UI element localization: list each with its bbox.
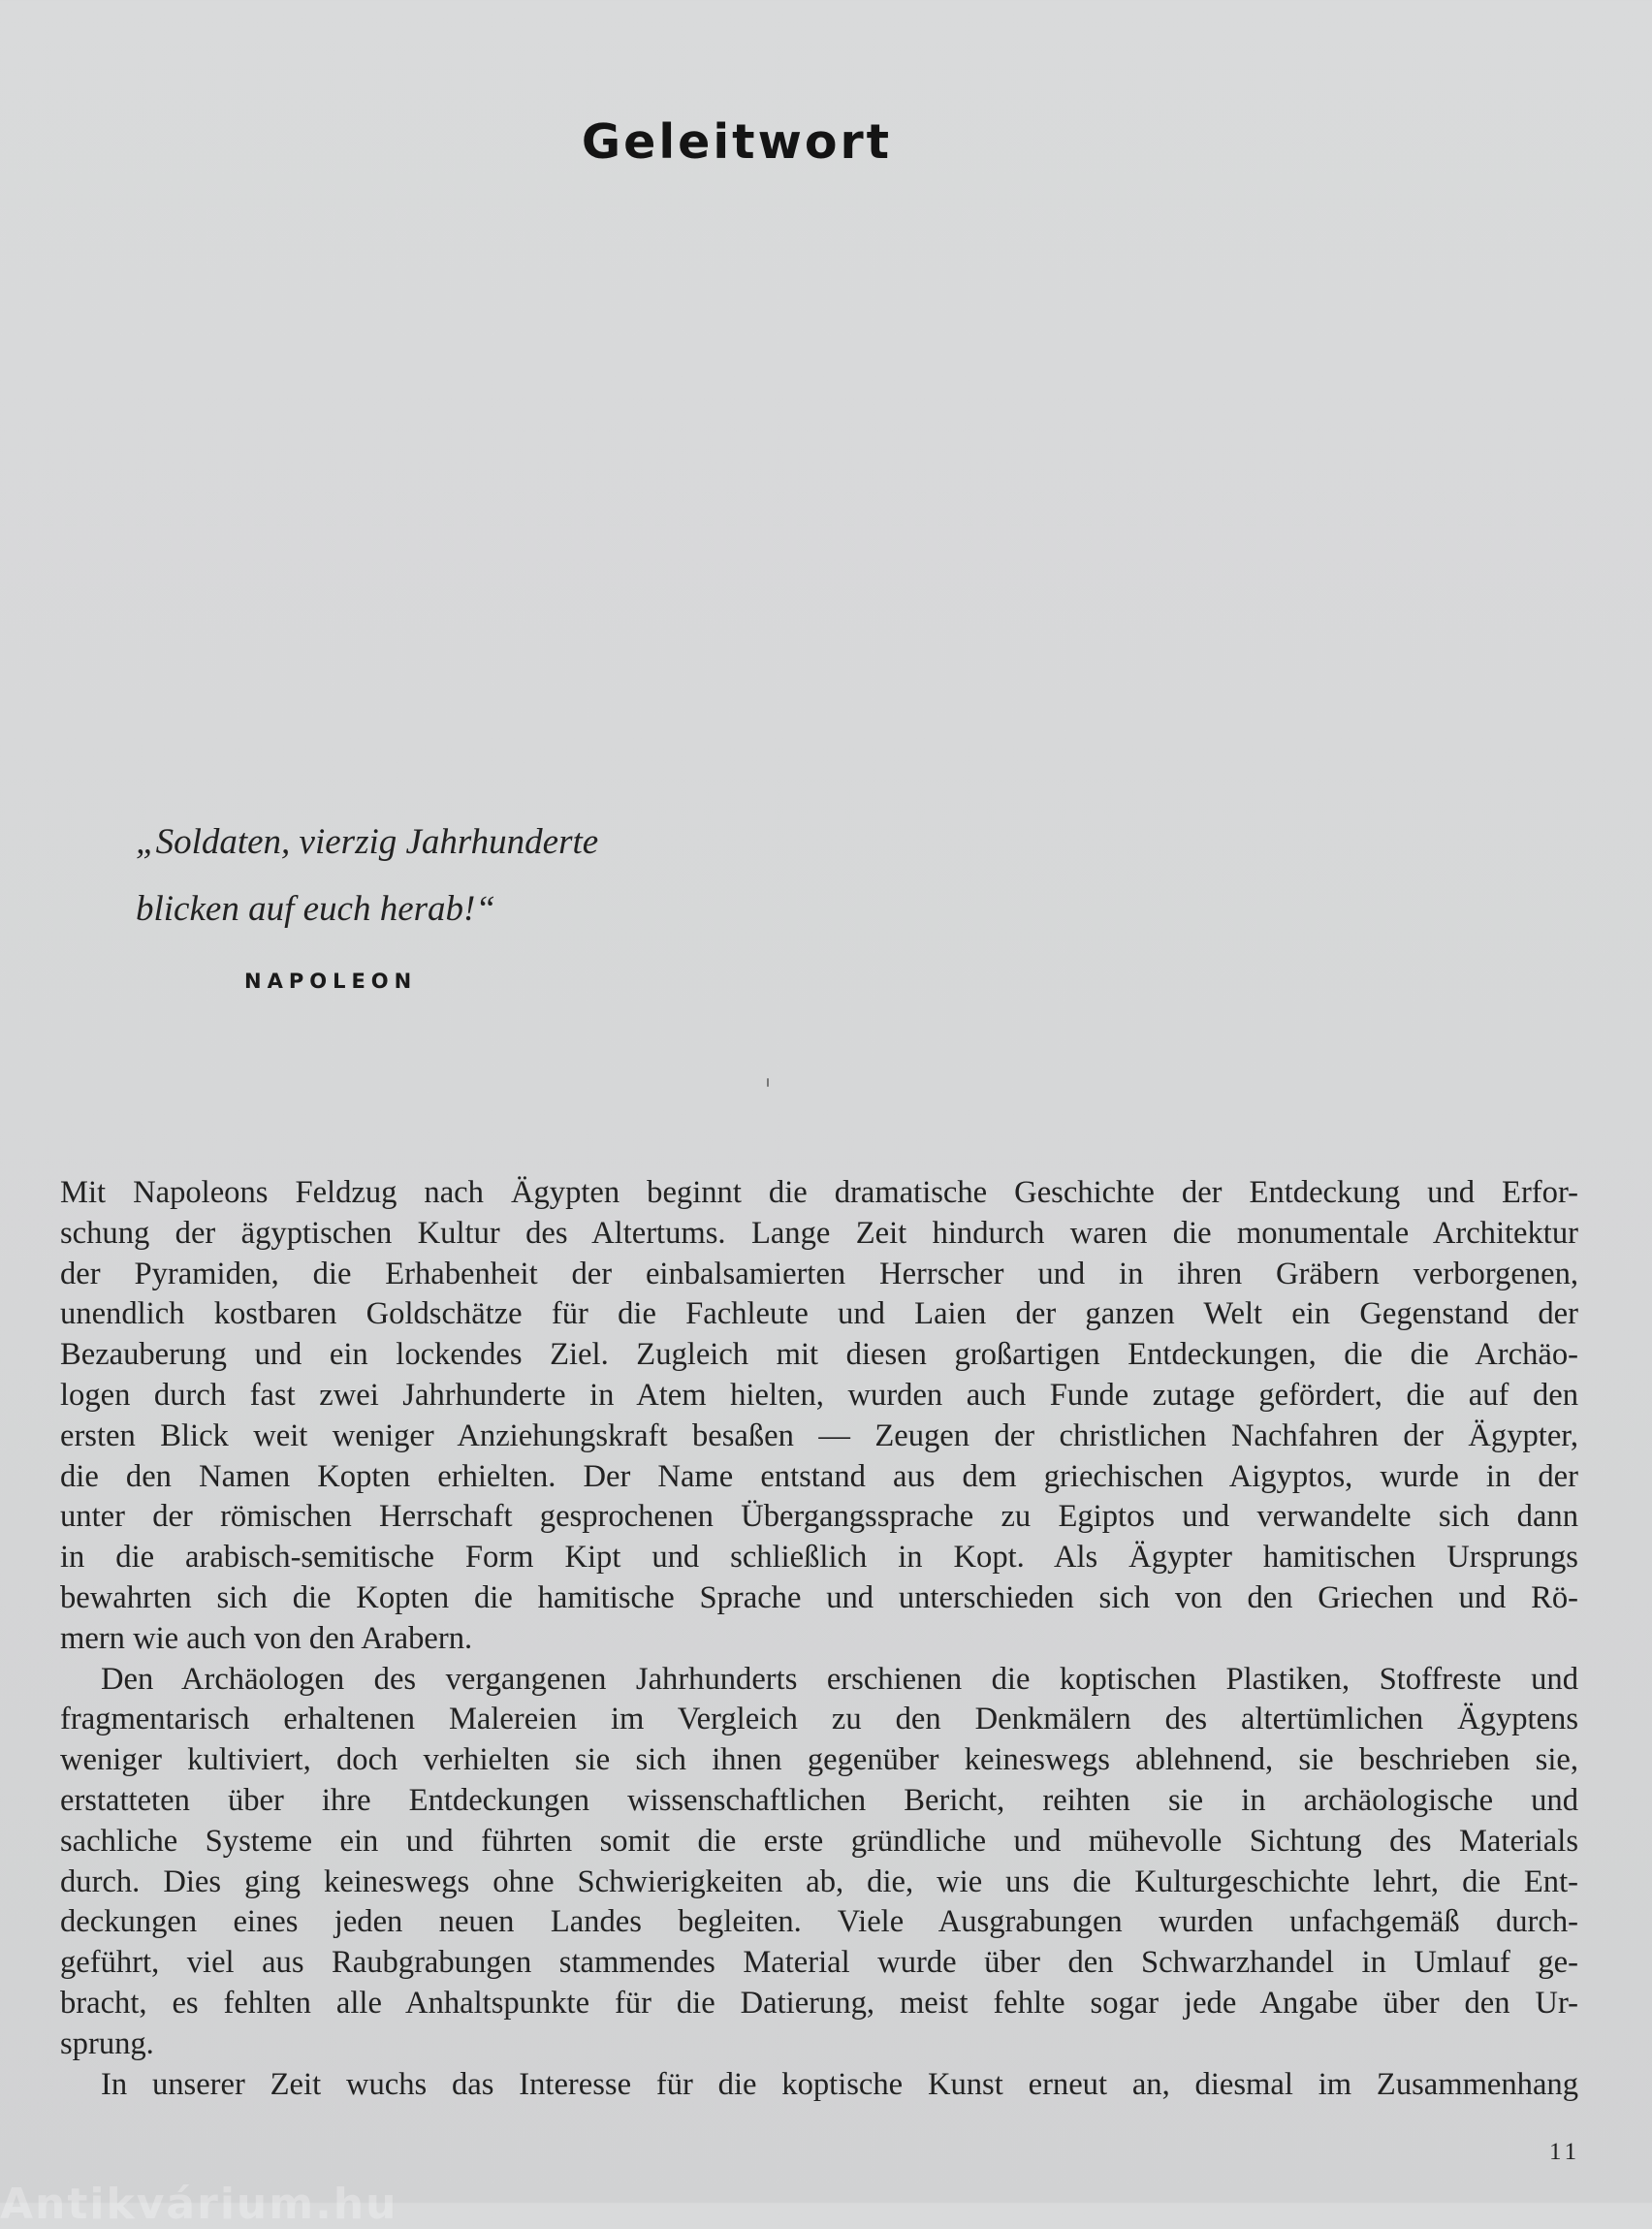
body-text [60, 1173, 1578, 2105]
quote-line: „Soldaten, vierzig Jahrhunderte [136, 822, 599, 862]
text-line: sprung. [60, 2025, 154, 2061]
paragraph-3 [60, 2065, 1578, 2106]
text-line: schung der ägyptischen Kultur des Altertums. Lange Zeit hindurch waren die monumentale Architektur [60, 1215, 1578, 1251]
epigraph-author: NAPOLEON [244, 970, 418, 993]
text-line: geführt, viel aus Raubgrabungen stammendes Material wurde über den Schwarzhandel in Umlauf ge- [60, 1945, 1578, 1981]
text-line: logen durch fast zwei Jahrhunderte in Atem hielten, wurden auch Funde zutage gefördert, die auf den [60, 1377, 1578, 1413]
text-line: fragmentarisch erhaltenen Malereien im Vergleich zu den Denkmälern des altertümlichen Ägyptens [60, 1702, 1578, 1737]
page-title: Geleitwort [581, 114, 893, 170]
text-line: der Pyramiden, die Erhabenheit der einbalsamierten Herrscher und in ihren Gräbern verborgenen, [60, 1256, 1578, 1291]
text-line: Bezauberung und ein lockendes Ziel. Zugleich mit diesen großartigen Entdeckungen, die die Archäo- [60, 1337, 1578, 1373]
text-line: Mit Napoleons Feldzug nach Ägypten beginnt die dramatische Geschichte der Entdeckung und Erfor- [60, 1175, 1578, 1210]
paragraph-2 [60, 1660, 1578, 2065]
text-line: unter der römischen Herrschaft gesprochenen Übergangssprache zu Egiptos und verwandelte sich dann [60, 1499, 1578, 1535]
text-line: unendlich kostbaren Goldschätze für die Fachleute und Laien der ganzen Welt ein Gegenstand der [60, 1296, 1578, 1332]
watermark: Antikvárium.hu [0, 2180, 398, 2229]
epigraph-quote [136, 809, 737, 942]
quote-line: blicken auf euch herab!“ [136, 889, 495, 929]
text-line: deckungen eines jeden neuen Landes begleiten. Viele Ausgrabungen wurden unfachgemäß durch- [60, 1904, 1578, 1940]
text-line: weniger kultiviert, doch verhielten sie sich ihnen gegenüber keineswegs ablehnend, sie beschrieben sie, [60, 1742, 1578, 1778]
paragraph-1 [60, 1173, 1578, 1660]
text-line: Den Archäologen des vergangenen Jahrhunderts erschienen die koptischen Plastiken, Stoffreste und [101, 1661, 1578, 1697]
text-line: in die arabisch-semitische Form Kipt und schließlich in Kopt. Als Ägypter hamitischen Ursprungs [60, 1540, 1578, 1576]
text-line: sachliche Systeme ein und führten somit die erste gründliche und mühevolle Sichtung des Materials [60, 1823, 1578, 1859]
text-line: mern wie auch von den Arabern. [60, 1620, 473, 1656]
text-line: durch. Dies ging keineswegs ohne Schwierigkeiten ab, die, wie uns die Kulturgeschichte lehrt, die Ent- [60, 1863, 1578, 1899]
text-line: bewahrten sich die Kopten die hamitische Sprache und unterschieden sich von den Griechen und Rö- [60, 1579, 1578, 1615]
paper-speck [767, 1078, 769, 1087]
text-line: ersten Blick weit weniger Anziehungskraft besaßen — Zeugen der christlichen Nachfahren der Ägypter, [60, 1417, 1578, 1453]
text-line: erstatteten über ihre Entdeckungen wissenschaftlichen Bericht, reihten sie in archäologische und [60, 1782, 1578, 1818]
text-line: In unserer Zeit wuchs das Interesse für die koptische Kunst erneut an, diesmal im Zusammenhang [101, 2066, 1578, 2102]
text-line: die den Namen Kopten erhielten. Der Name entstand aus dem griechischen Aigyptos, wurde in der [60, 1458, 1578, 1494]
page-number: 11 [1549, 2139, 1581, 2165]
text-line: bracht, es fehlten alle Anhaltspunkte für die Datierung, meist fehlte sogar jede Angabe über den Ur- [60, 1985, 1578, 2021]
